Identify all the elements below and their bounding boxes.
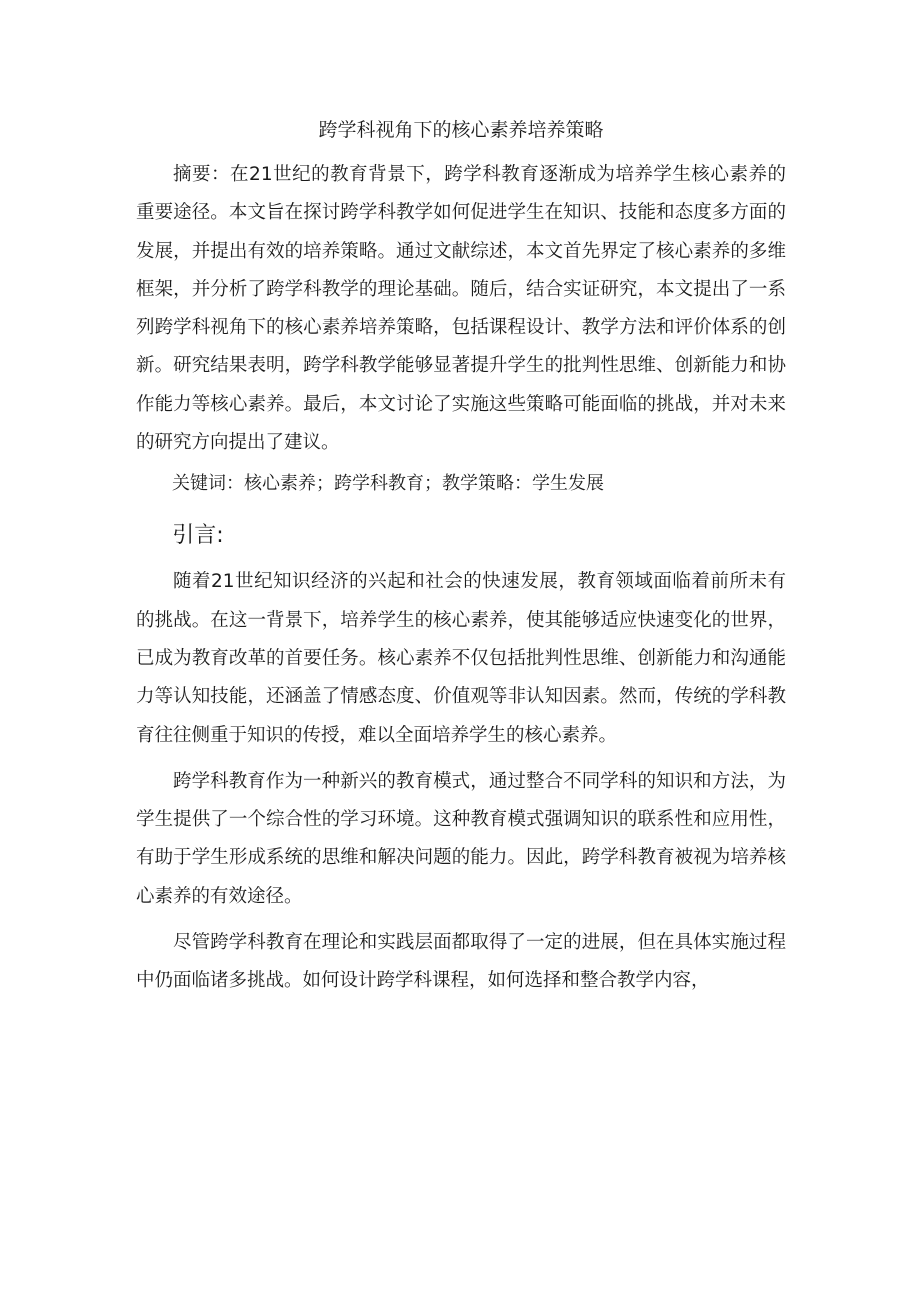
intro-paragraph-3: 尽管跨学科教育在理论和实践层面都取得了一定的进展，但在具体实施过程中仍面临诸多挑战。如何设计跨学科课程，如何选择和整合教学内容，	[136, 932, 786, 992]
intro-paragraph-1: 随着21世纪知识经济的兴起和社会的快速发展，教育领域面临着前所未有的挑战。在这一背景下，培养学生的核心素养，使其能够适应快速变化的世界，已成为教育改革的首要任务。核心素养不仅包括批判性思维、创新能力和沟通能力等认知技能，还涵盖了情感态度、价值观等非认知因素。然而，传统的学科教育往往侧重于知识的传授，难以全面培养学生的核心素养。	[136, 571, 786, 746]
keywords-line: 关键词：核心素养；跨学科教育；教学策略：学生发展	[172, 473, 604, 495]
document-body	[136, 112, 786, 1001]
abstract-paragraph: 摘要：在21世纪的教育背景下，跨学科教育逐渐成为培养学生核心素养的重要途径。本文旨在探讨跨学科教学如何促进学生在知识、技能和态度多方面的发展，并提出有效的培养策略。通过文献综述，本文首先界定了核心素养的多维框架，并分析了跨学科教学的理论基础。随后，结合实证研究，本文提出了一系列跨学科视角下的核心素养培养策略，包括课程设计、教学方法和评价体系的创新。研究结果表明，跨学科教学能够显著提升学生的批判性思维、创新能力和协作能力等核心素养。最后，本文讨论了实施这些策略可能面临的挑战，并对未来的研究方向提出了建议。	[136, 164, 786, 454]
document-title: 跨学科视角下的核心素养培养策略	[318, 119, 604, 141]
intro-paragraph-2: 跨学科教育作为一种新兴的教育模式，通过整合不同学科的知识和方法，为学生提供了一个综合性的学习环境。这种教育模式强调知识的联系性和应用性，有助于学生形成系统的思维和解决问题的能力。因此，跨学科教育被视为培养核心素养的有效途径。	[136, 770, 786, 907]
intro-heading: 引言:	[172, 523, 224, 549]
